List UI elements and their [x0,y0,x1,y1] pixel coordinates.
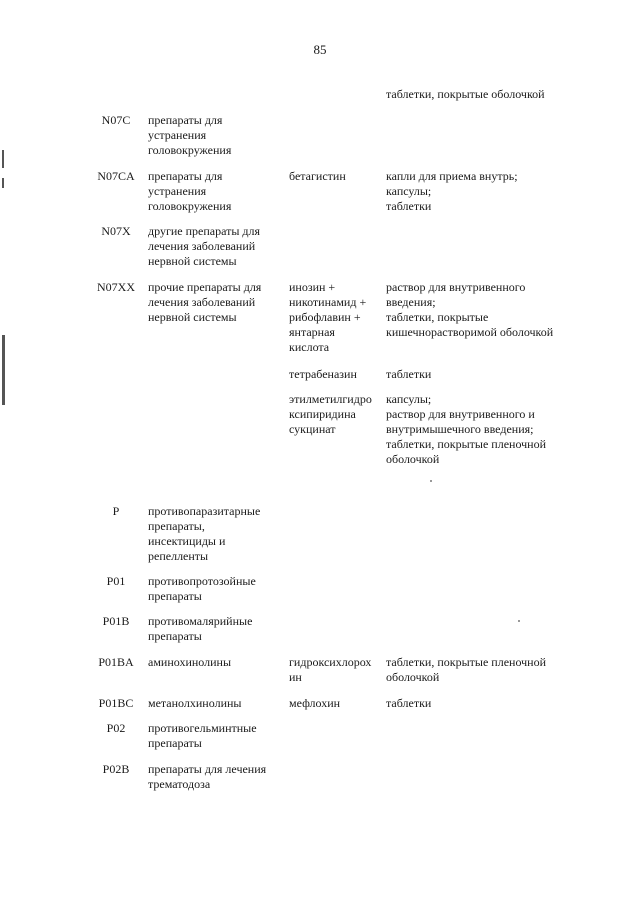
atc-code: P02B [102,762,130,776]
group-name: препараты для устранения головокружения [148,113,232,157]
atc-code: P01BC [98,696,134,710]
group-name: другие препараты для лечения заболеваний нервной системы [148,224,261,268]
continuation-text: таблетки, покрытые оболочкой [386,87,545,101]
group-name: прочие препараты для лечения заболеваний нервной системы [148,280,262,324]
drug-name: тетрабеназин [289,367,357,381]
atc-code: N07X [101,224,131,238]
atc-code: P01BA [98,655,134,669]
group-name: препараты для лечения трематодоза [148,762,267,791]
group-name: противогельминтные препараты [148,721,257,750]
dosage-form: таблетки [386,367,432,381]
atc-code: P02 [106,721,126,735]
scan-dot [430,480,432,482]
dosage-form: капсулы; раствор для внутривенного и внутримышечного введения; таблетки, покрытые пленочной оболочкой [386,392,547,466]
group-name: аминохинолины [148,655,232,669]
page-number: 85 [313,42,327,57]
atc-code: N07XX [97,280,135,294]
group-name: препараты для устранения головокружения [148,169,232,213]
scan-edge-mark [2,335,5,405]
group-name: противопаразитарные препараты, инсектициды и репелленты [148,504,261,563]
group-name: противопротозойные препараты [148,574,256,603]
dosage-form: таблетки, покрытые пленочной оболочкой [386,655,547,684]
scan-edge-mark [2,178,4,188]
atc-code: P01B [102,614,130,628]
dosage-form: таблетки [386,696,432,710]
group-name: метанолхинолины [148,696,242,710]
drug-name: этилметилгидро ксипиридина сукцинат [289,392,372,436]
dosage-form: капли для приема внутрь; капсулы; таблетки [386,169,518,213]
drug-name: мефлохин [289,696,341,710]
atc-code: P [112,504,120,518]
scan-dot [518,620,520,622]
atc-code: N07C [101,113,131,127]
scan-edge-mark [2,150,4,168]
drug-name: гидроксихлорох ин [289,655,372,684]
dosage-form: раствор для внутривенного введения; таблетки, покрытые кишечнорастворимой оболочкой [386,280,554,339]
drug-name: инозин + никотинамид + рибофлавин + янтарная кислота [289,280,367,354]
atc-code: P01 [106,574,126,588]
drug-name: бетагистин [289,169,346,183]
group-name: противомалярийные препараты [148,614,253,643]
atc-code: N07CA [97,169,135,183]
